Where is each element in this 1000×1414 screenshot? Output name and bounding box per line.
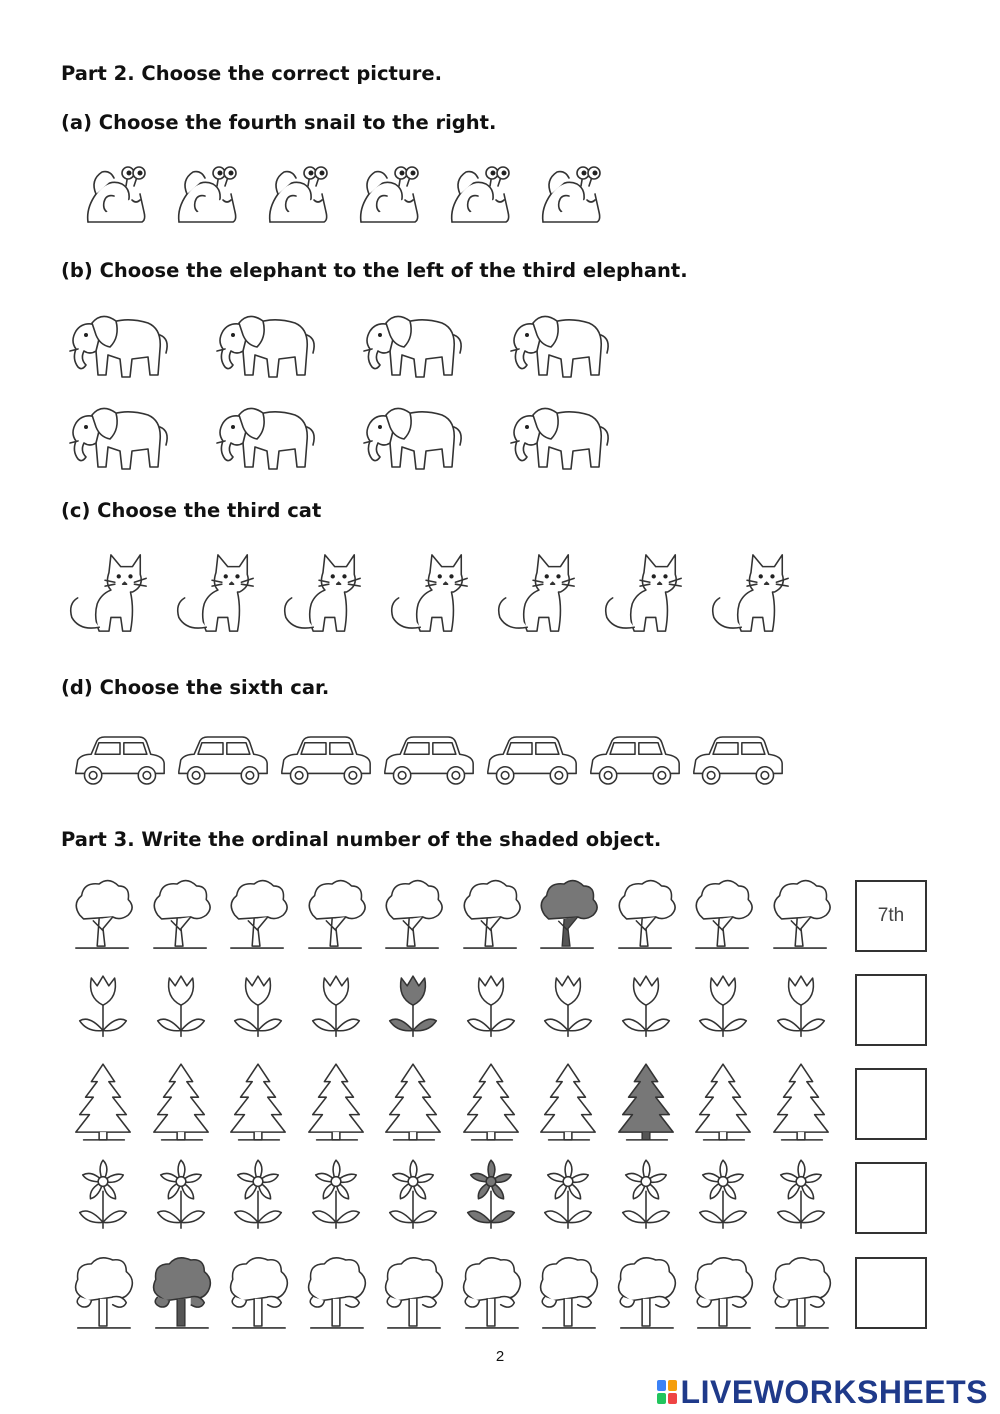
pine-tree-icon[interactable] xyxy=(535,1062,601,1144)
question-b: (b) Choose the elephant to the left of the third elephant. xyxy=(61,259,688,282)
tulip-icon[interactable] xyxy=(535,972,601,1054)
tulip-icon[interactable] xyxy=(690,972,756,1054)
answer-box-3[interactable] xyxy=(855,1068,927,1140)
question-c: (c) Choose the third cat xyxy=(61,499,322,522)
tulip-icon[interactable] xyxy=(613,972,679,1054)
round-tree-icon[interactable] xyxy=(225,876,291,958)
bushy-tree-icon-shaded[interactable] xyxy=(148,1252,214,1334)
part3-title: Part 3. Write the ordinal number of the shaded object. xyxy=(61,828,662,851)
tulip-icon[interactable] xyxy=(148,972,214,1054)
tulip-icon[interactable] xyxy=(225,972,291,1054)
bushy-tree-icon[interactable] xyxy=(303,1252,369,1334)
round-tree-icon[interactable] xyxy=(70,876,136,958)
daisy-icon[interactable] xyxy=(380,1158,446,1240)
pine-tree-icon[interactable] xyxy=(225,1062,291,1144)
round-tree-icon[interactable] xyxy=(380,876,446,958)
round-tree-icon[interactable] xyxy=(303,876,369,958)
tulip-icon-shaded[interactable] xyxy=(380,972,446,1054)
brand-logo xyxy=(657,1374,988,1411)
pine-tree-icon-shaded[interactable] xyxy=(613,1062,679,1144)
bushy-tree-icon[interactable] xyxy=(535,1252,601,1334)
bushy-tree-icon[interactable] xyxy=(225,1252,291,1334)
bushy-tree-icon[interactable] xyxy=(690,1252,756,1334)
answer-box-5[interactable] xyxy=(855,1257,927,1329)
tulip-icon[interactable] xyxy=(303,972,369,1054)
answer-box-1[interactable]: 7th xyxy=(855,880,927,952)
pine-tree-icon[interactable] xyxy=(380,1062,446,1144)
round-tree-icon[interactable] xyxy=(458,876,524,958)
page-number: 2 xyxy=(495,1348,505,1365)
pine-tree-icon[interactable] xyxy=(303,1062,369,1144)
pine-tree-icon[interactable] xyxy=(768,1062,834,1144)
answer-box-4[interactable] xyxy=(855,1162,927,1234)
round-tree-icon[interactable] xyxy=(613,876,679,958)
bushy-tree-icon[interactable] xyxy=(70,1252,136,1334)
daisy-icon[interactable] xyxy=(148,1158,214,1240)
daisy-icon[interactable] xyxy=(225,1158,291,1240)
brand-mark-icon xyxy=(657,1380,679,1406)
round-tree-icon[interactable] xyxy=(148,876,214,958)
bushy-tree-icon[interactable] xyxy=(458,1252,524,1334)
tulip-icon[interactable] xyxy=(458,972,524,1054)
pine-tree-icon[interactable] xyxy=(458,1062,524,1144)
round-tree-icon[interactable] xyxy=(690,876,756,958)
pine-tree-icon[interactable] xyxy=(148,1062,214,1144)
bushy-tree-icon[interactable] xyxy=(380,1252,446,1334)
bushy-tree-icon[interactable] xyxy=(613,1252,679,1334)
question-a: (a) Choose the fourth snail to the right. xyxy=(61,111,497,134)
pine-tree-icon[interactable] xyxy=(70,1062,136,1144)
tulip-icon[interactable] xyxy=(70,972,136,1054)
daisy-icon-shaded[interactable] xyxy=(458,1158,524,1240)
question-d: (d) Choose the sixth car. xyxy=(61,676,330,699)
part2-title: Part 2. Choose the correct picture. xyxy=(61,62,442,85)
daisy-icon[interactable] xyxy=(303,1158,369,1240)
tulip-icon[interactable] xyxy=(768,972,834,1054)
brand-name: LIVEWORKSHEETS xyxy=(680,1374,988,1410)
round-tree-icon[interactable] xyxy=(768,876,834,958)
pine-tree-icon[interactable] xyxy=(690,1062,756,1144)
daisy-icon[interactable] xyxy=(768,1158,834,1240)
bushy-tree-icon[interactable] xyxy=(768,1252,834,1334)
round-tree-icon-shaded[interactable] xyxy=(535,876,601,958)
daisy-icon[interactable] xyxy=(690,1158,756,1240)
daisy-icon[interactable] xyxy=(613,1158,679,1240)
daisy-icon[interactable] xyxy=(70,1158,136,1240)
answer-box-2[interactable] xyxy=(855,974,927,1046)
daisy-icon[interactable] xyxy=(535,1158,601,1240)
